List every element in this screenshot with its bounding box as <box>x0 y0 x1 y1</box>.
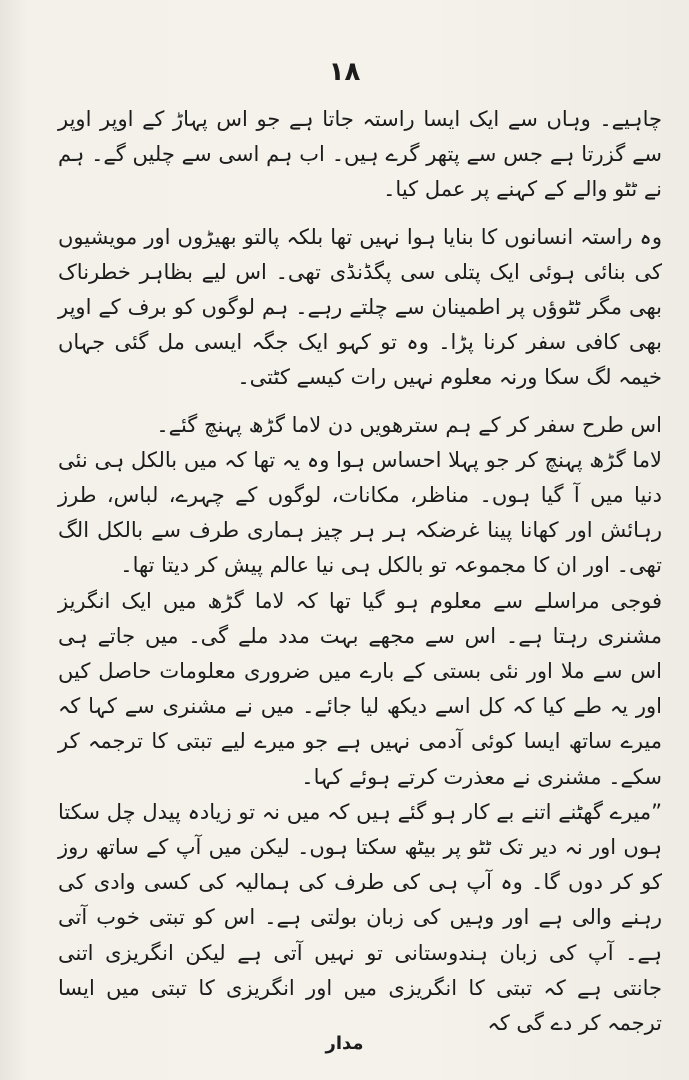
paragraph-2: وہ راستہ انسانوں کا بنایا ہوا نہیں تھا بلکہ پالتو بھیڑوں اور مویشیوں کی بنائی ہوئی ایک پتلی سی پگڈنڈی تھی۔ اس لیے بظاہر خطرناک بھی مگر ٹٹوؤں پر اطمینان سے چلتے رہے۔ ہم لوگوں کو برف کے اوپر بھی کافی سفر کرنا پڑا۔ وہ تو کہو ایک جگہ ایسی مل گئی جہاں خیمہ لگ سکا ورنہ معلوم نہیں رات کیسے کٹتی۔ <box>58 224 662 390</box>
paragraph-6: ”میرے گھٹنے اتنے بے کار ہو گئے ہیں کہ میں نہ تو زیادہ پیدل چل سکتا ہوں اور نہ دیر تک ٹٹو پر بیٹھ سکتا ہوں۔ لیکن میں آپ کے ساتھ روز کو کر دوں گا۔ وہ آپ ہی کی طرف کی ہمالیہ کی کسی وادی کی رہنے والی ہے اور وہیں کی زبان بولتی ہے۔ اس کو تبتی خوب آتی ہے۔ آپ کی زبان ہندوستانی تو نہیں آتی ہے لیکن انگریزی اتنی جانتی ہے کہ تبتی کا انگریزی میں اور انگریزی کا تبتی میں ایسا ترجمہ کر دے گی کہ <box>58 799 662 1036</box>
paragraph-4: لاما گڑھ پہنچ کر جو پہلا احساس ہوا وہ یہ تھا کہ میں بالکل ہی نئی دنیا میں آ گیا ہوں۔ مناظر، مکانات، لوگوں کے چہرے، لباس، طرز رہائش اور کھانا پینا غرضکہ ہر ہر چیز ہماری طرف سے بالکل الگ تھی۔ اور ان کا مجموعہ تو بالکل ہی نیا عالم پیش کر دیتا تھا۔ <box>58 447 662 578</box>
paragraph-5: فوجی مراسلے سے معلوم ہو گیا تھا کہ لاما گڑھ میں ایک انگریز مشنری رہتا ہے۔ اس سے مجھے بہت مدد ملے گی۔ میں جاتے ہی اس سے ملا اور نئی بستی کے بارے میں ضروری معلومات حاصل کیں اور یہ طے کیا کہ کل اسے دیکھ لیا جائے۔ میں نے مشنری سے کہا کہ میرے ساتھ ایسا کوئی آدمی نہیں ہے جو میرے لیے تبتی کا ترجمہ کر سکے۔ مشنری نے معذرت کرتے ہوئے کہا۔ <box>58 588 662 789</box>
paragraph-1: چاہیے۔ وہاں سے ایک ایسا راستہ جاتا ہے جو اس پہاڑ کے اوپر اوپر سے گزرتا ہے جس سے پتھر گرے ہیں۔ اب ہم اسی سے چلیں گے۔ ہم نے ٹٹو والے کے کہنے پر عمل کیا۔ <box>58 107 662 202</box>
paragraph-3: اس طرح سفر کر کے ہم سترھویں دن لاما گڑھ پہنچ گئے۔ <box>156 412 662 437</box>
page-footer: مدار <box>325 1033 364 1054</box>
body-text <box>58 102 662 1041</box>
page-number: ۱۸ <box>328 57 361 87</box>
